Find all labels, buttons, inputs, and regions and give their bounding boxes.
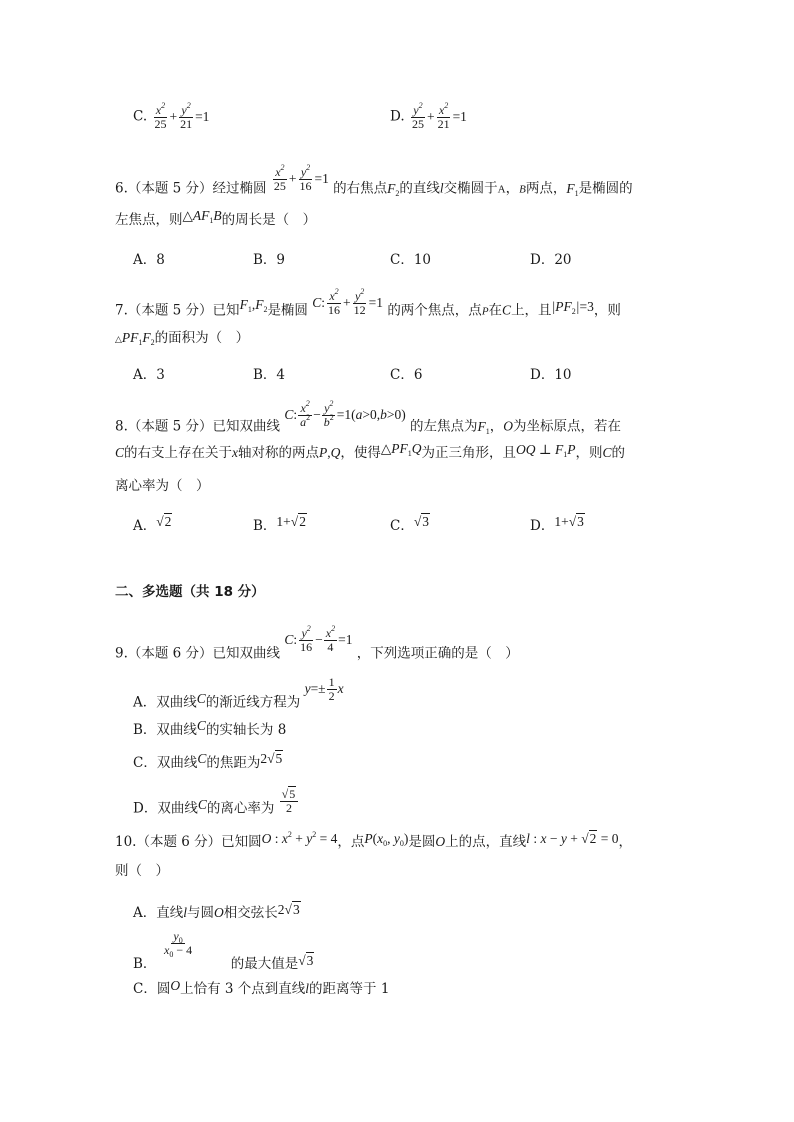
text: （本题 6 分）已知圆: [136, 834, 262, 850]
text: 上，且: [511, 302, 552, 319]
text: 上恰有 3 个点到直线: [180, 981, 306, 997]
text: ，则: [593, 302, 621, 319]
text: C．圆: [133, 981, 171, 997]
q5-option-c: [133, 101, 210, 131]
text: 的实轴长为 8: [205, 722, 287, 738]
line-equation: l : x − y + √2 = 0: [526, 831, 619, 846]
q9-option-d: D．双曲线C的离心率为 $\frac{√5}{2}$: [133, 796, 299, 823]
text: 的左焦点为: [410, 418, 478, 435]
q9-option-b: B．双曲线C的实轴长为 8: [133, 718, 287, 738]
text: ，使得: [340, 445, 381, 461]
text: A．直线: [133, 905, 184, 921]
q6-stem-line2: 左焦点，则$\triangle AF_1B$的周长是（ ）: [115, 208, 317, 228]
q10-option-a: A．直线l与圆O相交弦长2√3: [133, 902, 300, 921]
text: 是椭圆的: [578, 180, 633, 197]
q8-option-d: D．1+√3: [530, 514, 584, 534]
text: 的: [611, 445, 625, 461]
q8-option-c: C．√3: [390, 514, 430, 534]
asymptote-equation: y=± $\frac{1}{2}$ x: [304, 675, 344, 703]
question-number: 7.: [115, 302, 128, 319]
question-number: 8.: [115, 418, 128, 435]
q7-option-d: D．10: [530, 367, 572, 383]
q8-stem-line2: C的右支上存在关于x轴对称的两点P,Q，使得$\triangle PF_1Q$为正三角形，且OQ ⊥ $F_1P$，则C的: [115, 441, 625, 461]
text: 的右支上存在关于: [124, 445, 233, 461]
option-letter: D．: [530, 518, 555, 534]
text: 的距离等于 1: [309, 981, 390, 997]
text: 的渐近线方程为: [205, 694, 301, 711]
text: ，: [489, 418, 504, 435]
ellipse-equation: $\frac{x^2}{25}$ + $\frac{y^2}{16}$ =1: [273, 163, 329, 193]
option-letter: A．: [133, 518, 157, 534]
option-letter: C．: [390, 518, 414, 534]
option-letter: D.: [390, 108, 405, 125]
question-number: 6.: [115, 180, 128, 197]
q6-option-c: C．10: [390, 252, 432, 268]
text: C．双曲线: [133, 755, 198, 771]
q9-option-a: A．双曲线C的渐近线方程为 y=± $\frac{1}{2}$ x: [133, 675, 344, 711]
q6-stem-line1: 6.（本题 5 分）经过椭圆 $\frac{x^2}{25}$ + $\frac{y^2}{16}$ =1 的右焦点$F_2$的直线l交椭圆于A，B两点，$F_1$是椭圆的: [115, 163, 633, 198]
circle-equation: O : $x^2 + y^2 = 4$: [261, 830, 338, 846]
text: 交椭圆于: [443, 180, 498, 197]
text: ，: [618, 834, 632, 850]
q7-stem-line2: $\triangle PF_1F_2$的面积为（ ）: [115, 330, 250, 347]
question-number: 9.: [115, 645, 128, 662]
text: 与圆: [187, 905, 215, 921]
hyperbola-equation: C: $\frac{x^2}{a^2}$ − $\frac{y^2}{b^2}$ =1(a>0,b>0): [284, 399, 406, 429]
equation: $\frac{x^2}{25}$ + $\frac{y^2}{21}$ =1: [154, 101, 210, 131]
text: 的直线: [399, 180, 440, 197]
text: （本题 5 分）已知双曲线: [127, 418, 281, 435]
q7-stem-line1: 7.（本题 5 分）已知$F_1,F_2$是椭圆 C: $\frac{x^2}{16}$ + $\frac{y^2}{12}$ =1 的两个焦点，点P在C上，且$|PF_2|=3$，则: [115, 287, 621, 319]
option-letter: C.: [133, 108, 148, 125]
q7-option-c: C．6: [390, 367, 423, 383]
q10-stem-line1: 10.（本题 6 分）已知圆O : $x^2 + y^2 = 4$，点$P(x_0$, $y_0$)是圆O上的点，直线l : x − y + √2 = 0，: [115, 830, 632, 850]
text: 为正三角形，且: [421, 445, 517, 461]
text: 是椭圆: [267, 302, 308, 319]
hyperbola-equation: C: $\frac{y^2}{16}$ − $\frac{x^2}{4}$ =1: [284, 624, 353, 654]
ellipse-equation: C: $\frac{x^2}{16}$ + $\frac{y^2}{12}$ =1: [312, 287, 384, 317]
text: 上的点，直线: [445, 834, 527, 850]
text: A．双曲线: [133, 694, 197, 711]
text: 的离心率为: [206, 800, 275, 817]
text: 的两个焦点，点: [387, 302, 482, 319]
q10-option-c: C．圆O上恰有 3 个点到直线l的距离等于 1: [133, 978, 390, 997]
q10-option-b: B． $\frac{y_0}{x_0 - 4}$ 的最大值是√3: [133, 929, 314, 972]
q5-option-d: [390, 101, 467, 131]
text: 相交弦长: [223, 905, 278, 921]
q9-stem: [115, 624, 519, 668]
text: 两点，: [525, 180, 567, 197]
equation: $\frac{y^2}{25}$ + $\frac{x^2}{21}$ =1: [411, 101, 467, 131]
text: ，下列选项正确的是（ ）: [356, 645, 519, 662]
text: （本题 6 分）已知双曲线: [127, 645, 281, 662]
text: 轴对称的两点: [238, 445, 320, 461]
text: 的焦距为: [206, 755, 261, 771]
text: 左焦点，则: [115, 212, 183, 228]
text: 的右焦点: [333, 180, 388, 197]
option-letter: B．: [253, 518, 277, 534]
text: ，则: [575, 445, 603, 461]
text: 的面积为（ ）: [154, 330, 250, 346]
section-heading: 二、多选题（共 18 分）: [115, 584, 265, 600]
text: B．双曲线: [133, 722, 197, 738]
text: ，点: [337, 834, 365, 850]
text: 的最大值是: [230, 956, 299, 972]
q6-option-a: A．8: [133, 252, 165, 268]
q6-option-d: D．20: [530, 252, 572, 268]
text: D．双曲线: [133, 800, 198, 817]
q6-option-b: B．9: [253, 252, 286, 268]
q8-stem-line1: 8.（本题 5 分）已知双曲线 C: $\frac{x^2}{a^2}$ − $\frac{y^2}{b^2}$ =1(a>0,b>0) 的左焦点为$F_1$，O为坐标原点，若在: [115, 399, 622, 436]
text: 的周长是（ ）: [221, 212, 317, 228]
q7-option-a: A．3: [133, 367, 165, 383]
text: （本题 5 分）经过椭圆: [127, 180, 267, 197]
text: （本题 5 分）已知: [127, 302, 240, 319]
q8-option-b: B．1+√2: [253, 514, 306, 534]
q7-option-b: B．4: [253, 367, 286, 383]
text: 在: [488, 302, 503, 319]
text: B．: [133, 956, 157, 972]
q9-option-c: C．双曲线C的焦距为2√5: [133, 751, 283, 771]
question-number: 10.: [115, 834, 137, 850]
q8-option-a: A．√2: [133, 514, 172, 534]
text: 是圆: [408, 834, 436, 850]
text: 为坐标原点，若在: [513, 418, 622, 435]
q8-stem-line3: 离心率为（ ）: [115, 478, 210, 494]
q10-stem-line2: 则（ ）: [115, 863, 169, 879]
